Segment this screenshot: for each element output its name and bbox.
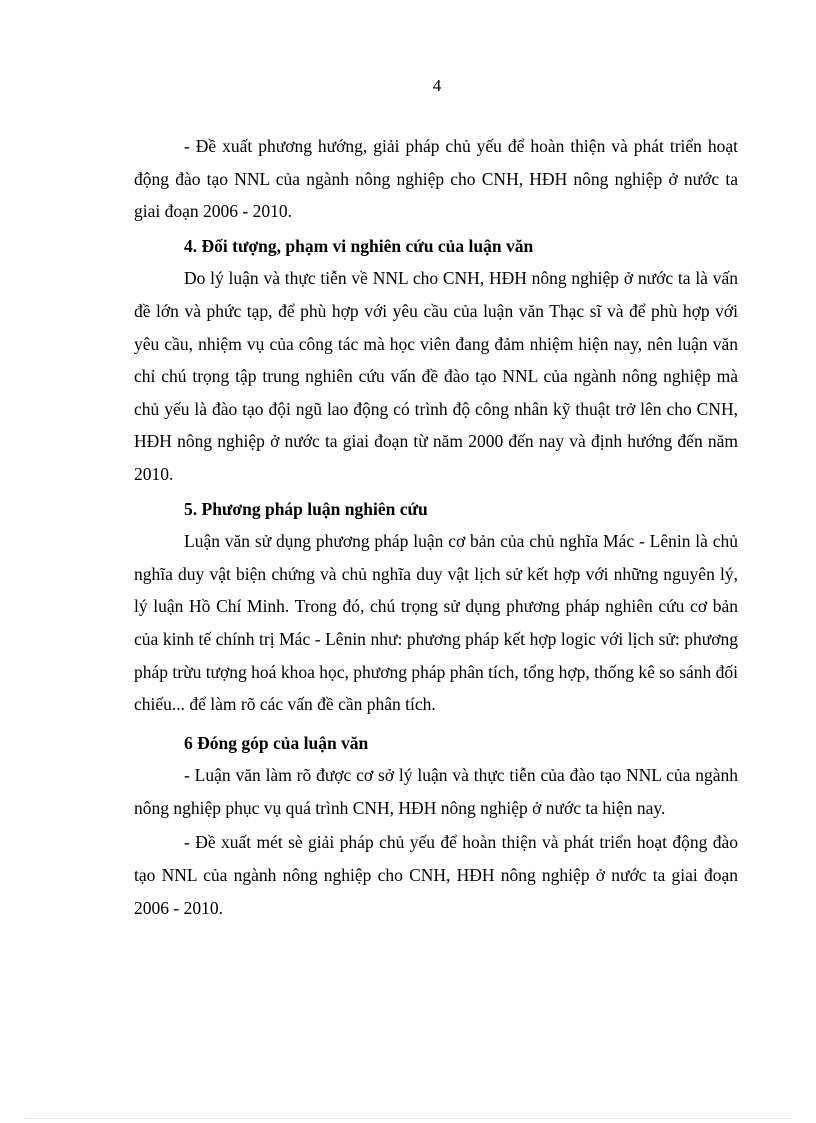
page-body <box>134 130 738 924</box>
page-bottom-divider <box>24 1118 792 1119</box>
page-number: 4 <box>432 76 442 95</box>
section-6-paragraph-2: - Đề xuất mét sè giải pháp chủ yếu để hoàn thiện và phát triển hoạt động đào tạo NNL của ngành nông nghiệp cho CNH, HĐH nông nghiệp ở nước ta giai đoạn 2006 - 2010. <box>134 832 738 918</box>
intro-paragraph: - Đề xuất phương hướng, giải pháp chủ yếu để hoàn thiện và phát triển hoạt động đào tạo NNL của ngành nông nghiệp cho CNH, HĐH nông nghiệp ở nước ta giai đoạn 2006 - 2010. <box>134 136 738 222</box>
section-6-paragraph-1: - Luận văn làm rõ được cơ sở lý luận và thực tiễn của đào tạo NNL của ngành nông nghiệp phục vụ quá trình CNH, HĐH nông nghiệp ở nước ta hiện nay. <box>134 765 738 818</box>
section-4-paragraph: Do lý luận và thực tiễn về NNL cho CNH, HĐH nông nghiệp ở nước ta là vấn đề lớn và phức tạp, để phù hợp với yêu cầu của luận văn Thạc sĩ và để phù hợp với yêu cầu, nhiệm vụ của công tác mà học viên đang đảm nhiệm hiện nay, nên luận văn chỉ chú trọng tập trung nghiên cứu vấn đề đào tạo NNL của ngành nông nghiệp mà chủ yếu là đào tạo đội ngũ lao động có trình độ công nhân kỹ thuật trở lên cho CNH, HĐH nông nghiệp ở nước ta giai đoạn từ năm 2000 đến nay và định hướng đến năm 2010. <box>134 268 738 484</box>
section-5-heading: 5. Phương pháp luận nghiên cứu <box>184 498 428 519</box>
section-6-heading: 6 Đóng góp của luận văn <box>184 732 369 753</box>
section-4-heading: 4. Đối tượng, phạm vi nghiên cứu của luận văn <box>184 235 534 256</box>
section-5-paragraph: Luận văn sử dụng phương pháp luận cơ bản của chủ nghĩa Mác - Lênin là chủ nghĩa duy vật biện chứng và chủ nghĩa duy vật lịch sử kết hợp với những nguyên lý, lý luận Hồ Chí Minh. Trong đó, chú trọng sử dụng phương pháp nghiên cứu cơ bản của kinh tế chính trị Mác - Lênin như: phương pháp kết hợp logic với lịch sử: phương pháp trừu tượng hoá khoa học, phương pháp phân tích, tổng hợp, thống kê so sánh đối chiếu... để làm rõ các vấn đề cần phân tích. <box>134 531 738 715</box>
